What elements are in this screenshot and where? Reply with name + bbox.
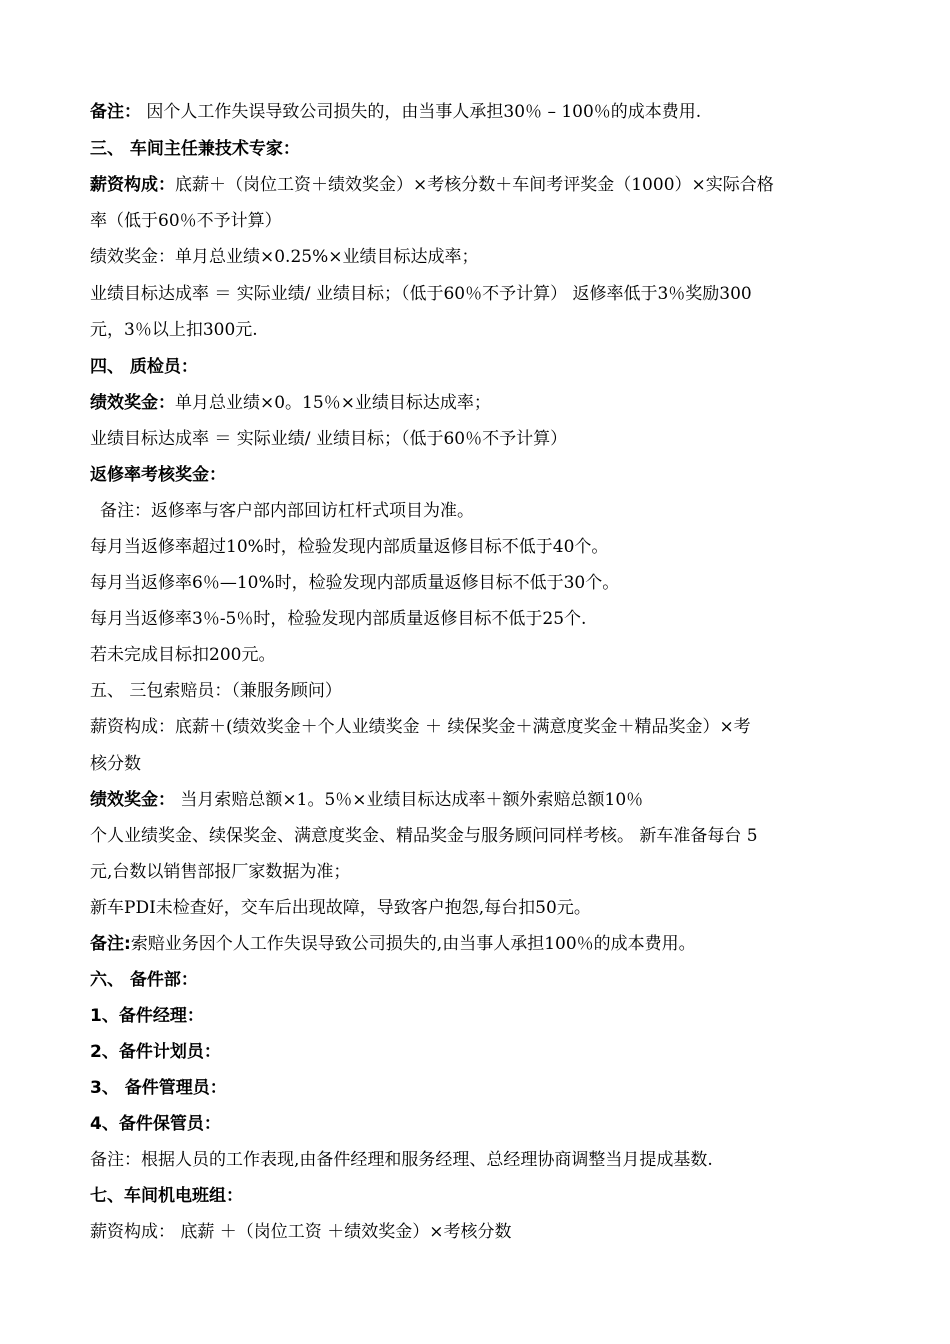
text-line	[90, 788, 870, 812]
line-text: 核分数	[90, 754, 141, 774]
line-label: 返修率考核奖金：	[90, 465, 226, 485]
text-line	[90, 896, 870, 920]
line-text: 绩效奖金：单月总业绩×0.25%×业绩目标达成率；	[90, 247, 479, 267]
line-label: 1、备件经理：	[90, 1006, 204, 1026]
subheading	[90, 1040, 870, 1064]
text-line	[90, 173, 870, 197]
line-label: 薪资构成：	[90, 175, 175, 195]
text-line	[90, 209, 870, 233]
text-line	[90, 245, 870, 269]
text-line	[90, 715, 870, 739]
text-line	[90, 391, 870, 415]
line-text: 新车PDI未检查好，交车后出现故障，导致客户抱怨,每台扣50元。	[90, 898, 591, 918]
section-heading	[90, 355, 870, 379]
line-text: 索赔业务因个人工作失误导致公司损失的,由当事人承担100％的成本费用。	[130, 934, 696, 954]
line-label: 六、 备件部：	[90, 970, 198, 990]
text-line	[90, 571, 870, 595]
line-text: 率（低于60％不予计算）	[90, 211, 282, 231]
text-line	[90, 427, 870, 451]
section-heading	[90, 968, 870, 992]
line-text: 五、 三包索赔员：（兼服务顾问）	[90, 681, 342, 701]
line-text: 备注：根据人员的工作表现,由备件经理和服务经理、总经理协商调整当月提成基数.	[90, 1150, 713, 1170]
subheading	[90, 463, 870, 487]
line-text: 个人业绩奖金、续保奖金、满意度奖金、精品奖金与服务顾问同样考核。 新车准备每台 5	[90, 826, 758, 846]
line-text: 底薪＋（岗位工资＋绩效奖金）×考核分数＋车间考评奖金（1000）×实际合格	[175, 175, 774, 195]
line-text: 业绩目标达成率 ＝ 实际业绩/ 业绩目标；（低于60％不予计算） 返修率低于3％奖励300	[90, 284, 752, 304]
line-text: 每月当返修率6％—10%时，检验发现内部质量返修目标不低于30个。	[90, 573, 620, 593]
line-text: 备注：返修率与客户部内部回访杠杆式项目为准。	[100, 501, 474, 521]
line-text: 当月索赔总额×1。5％×业绩目标达成率＋额外索赔总额10％	[175, 790, 644, 810]
line-text: 元，3％以上扣300元.	[90, 320, 258, 340]
line-text: 业绩目标达成率 ＝ 实际业绩/ 业绩目标；（低于60％不予计算）	[90, 429, 568, 449]
subheading	[90, 1004, 870, 1028]
section-heading	[90, 137, 870, 161]
line-text: 若未完成目标扣200元。	[90, 645, 276, 665]
text-line	[90, 607, 870, 631]
line-text: 单月总业绩×0。15％×业绩目标达成率；	[175, 393, 491, 413]
line-label: 四、 质检员：	[90, 357, 198, 377]
line-label: 三、 车间主任兼技术专家：	[90, 139, 300, 159]
line-label: 备注:	[90, 934, 131, 954]
section-heading	[90, 1184, 870, 1208]
text-line	[90, 932, 870, 956]
text-line	[90, 282, 870, 306]
line-label: 2、备件计划员：	[90, 1042, 221, 1062]
text-line	[90, 824, 870, 848]
text-line	[90, 100, 870, 124]
subheading	[90, 1112, 870, 1136]
text-line	[90, 318, 870, 342]
line-label: 七、车间机电班组：	[90, 1186, 243, 1206]
line-text: 薪资构成：底薪＋(绩效奖金＋个人业绩奖金 ＋ 续保奖金＋满意度奖金＋精品奖金）×考	[90, 717, 751, 737]
line-label: 4、备件保管员：	[90, 1114, 221, 1134]
line-label: 备注：	[90, 102, 141, 122]
line-text: 每月当返修率超过10%时，检验发现内部质量返修目标不低于40个。	[90, 537, 609, 557]
text-line	[90, 1148, 870, 1172]
text-line	[90, 860, 870, 884]
line-text: 因个人工作失误导致公司损失的，由当事人承担30％ – 100％的成本费用.	[141, 102, 702, 122]
text-line	[90, 535, 870, 559]
line-text: 元,台数以销售部报厂家数据为准；	[90, 862, 351, 882]
text-line	[90, 643, 870, 667]
text-line	[90, 752, 870, 776]
section-heading	[90, 679, 870, 703]
subheading	[90, 1076, 870, 1100]
line-label: 3、 备件管理员：	[90, 1078, 227, 1098]
text-line	[100, 499, 880, 523]
text-line	[90, 1220, 870, 1244]
line-text: 每月当返修率3％-5％时，检验发现内部质量返修目标不低于25个.	[90, 609, 587, 629]
line-label: 绩效奖金：	[90, 790, 175, 810]
line-text: 薪资构成： 底薪 ＋（岗位工资 ＋绩效奖金）×考核分数	[90, 1222, 512, 1242]
line-label: 绩效奖金：	[90, 393, 175, 413]
